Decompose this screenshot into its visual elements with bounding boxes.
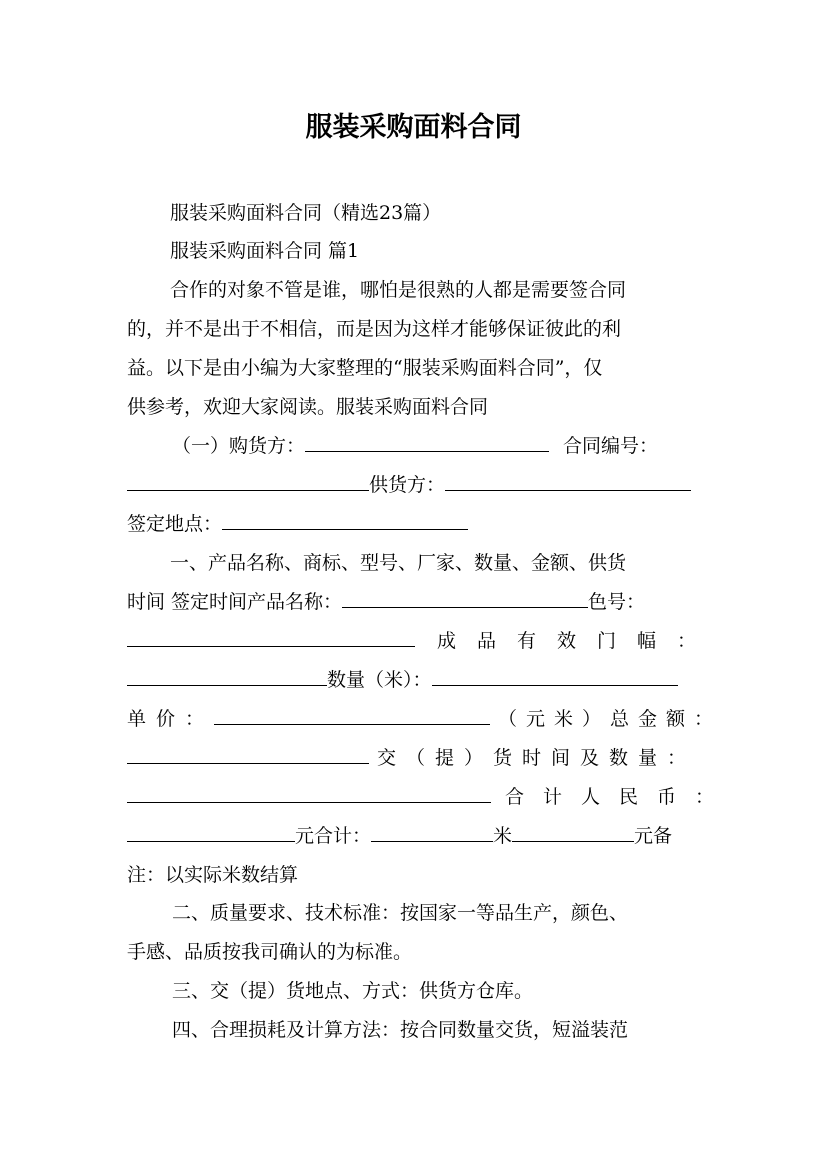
effective-width-label: 成品有效门幅： [437,630,718,652]
quantity-label: 数量（米）： [327,669,432,691]
form-line-width [127,628,718,654]
remark-line: 注：以实际米数结算 [127,864,299,886]
total-rmb-label: 合计人民币： [505,786,734,808]
color-label: 色号： [588,591,646,613]
form-line-product [127,589,702,615]
signing-place-label: 签定地点： [127,513,223,535]
color-blank[interactable] [127,630,415,647]
signing-place-blank[interactable] [222,513,468,530]
paragraph-line: 合作的对象不管是谁，哪怕是很熟的人都是需要签合同 [170,279,627,301]
total-rmb-blank[interactable] [127,825,295,842]
clause-one-line: 一、产品名称、商标、型号、厂家、数量、金额、供货 [170,552,627,574]
contract-number-label: 合同编号： [563,435,659,457]
paragraph-line: 的，并不是出于不相信，而是因为这样才能够保证彼此的利 [127,318,622,340]
buyer-label: （一）购货方： [172,435,306,457]
yuan-total-label: 元合计： [295,825,372,847]
unit-price-blank[interactable] [214,708,490,725]
form-line-delivery [127,745,702,771]
delivery-time-label: 交（提）货时间及数量： [377,747,697,769]
quantity-blank[interactable] [432,669,678,686]
total-yuan-blank[interactable] [512,825,634,842]
clause-two-line: 手感、品质按我司确认的为标准。 [127,941,413,963]
subtitle-line: 服装采购面料合同（精选23篇） [170,202,442,224]
form-line-supplier [127,472,702,498]
form-line-total [127,823,702,849]
unit-price-label: 单价： [127,708,215,730]
total-amount-label: （元米）总金额： [498,708,723,730]
form-line-buyer [172,433,702,459]
supplier-label: 供货方： [369,474,446,496]
clause-three-line: 三、交（提）货地点、方式：供货方仓库。 [172,980,534,1002]
form-line-price [127,706,723,732]
yuan-remark-label: 元备 [634,825,673,847]
supplier-blank[interactable] [445,474,691,491]
form-line-place [127,511,702,537]
total-meters-blank[interactable] [371,825,493,842]
clause-four-line: 四、合理损耗及计算方法：按合同数量交货，短溢装范 [172,1019,629,1041]
paragraph-line: 益。以下是由小编为大家整理的“服装采购面料合同”，仅 [127,357,603,379]
form-line-quantity [127,667,702,693]
section-heading: 服装采购面料合同 篇1 [170,240,360,262]
total-amount-blank[interactable] [127,747,369,764]
width-blank[interactable] [127,669,327,686]
clause-two-line: 二、质量要求、技术标准：按国家一等品生产，颜色、 [172,902,629,924]
buyer-blank[interactable] [305,435,549,452]
delivery-time-blank[interactable] [127,786,491,803]
document-title: 服装采购面料合同 [305,112,522,143]
product-name-blank[interactable] [342,591,588,608]
contract-number-blank[interactable] [127,474,369,491]
meters-label: 米 [493,825,513,847]
product-name-label: 时间 签定时间产品名称： [127,591,343,613]
paragraph-line: 供参考，欢迎大家阅读。服装采购面料合同 [127,396,489,418]
form-line-rmb [127,784,734,810]
